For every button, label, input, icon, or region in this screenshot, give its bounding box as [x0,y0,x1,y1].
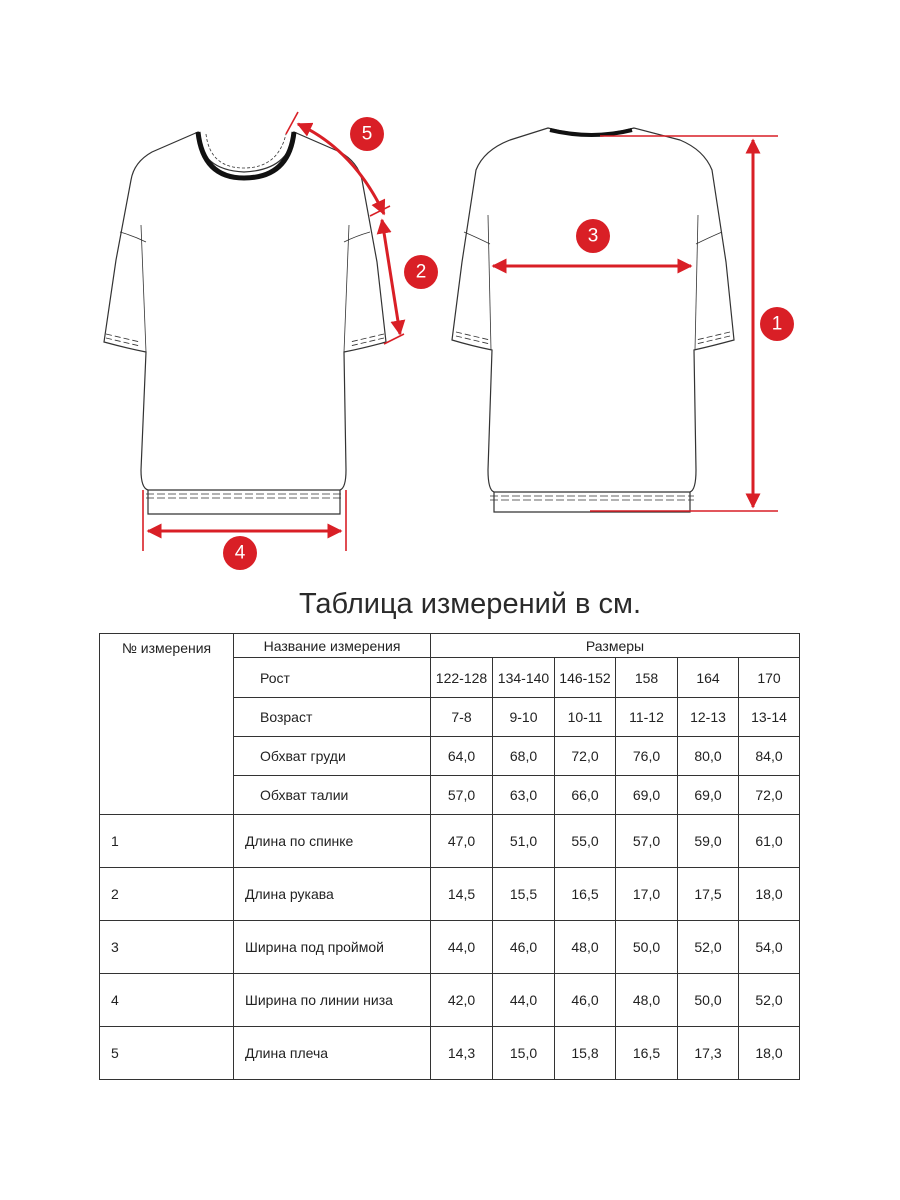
header-measurement-name: Название измерения [234,634,431,658]
page-title: Таблица измерений в см. [298,588,641,620]
table-header-row [100,634,800,658]
measurement-badge-4 [223,536,257,570]
measurement-value: 59,0 [678,815,739,868]
measurement-value: 48,0 [555,921,616,974]
measurement-value: 18,0 [739,868,800,921]
header-measurement-number: № измерения [100,634,234,815]
param-value: 122-128 [431,658,493,698]
measurement-number: 1 [100,815,234,868]
measurement-value: 15,5 [493,868,555,921]
param-value: 7-8 [431,698,493,737]
param-value: 13-14 [739,698,800,737]
param-value: 63,0 [493,776,555,815]
header-sizes: Размеры [431,634,800,658]
measurement-name: Ширина под проймой [234,921,431,974]
measurement-name: Длина рукава [234,868,431,921]
measurement-value: 16,5 [555,868,616,921]
param-value: 64,0 [431,737,493,776]
measurement-row [100,974,800,1027]
param-value: 134-140 [493,658,555,698]
measurement-value: 44,0 [431,921,493,974]
param-label: Рост [234,658,431,698]
measurement-row [100,1027,800,1080]
measurement-value: 18,0 [739,1027,800,1080]
measurement-value: 42,0 [431,974,493,1027]
measurement-row [100,868,800,921]
param-value: 57,0 [431,776,493,815]
measurement-value: 55,0 [555,815,616,868]
param-value: 9-10 [493,698,555,737]
param-value: 10-11 [555,698,616,737]
measurement-value: 50,0 [616,921,678,974]
param-value: 76,0 [616,737,678,776]
measurement-number: 2 [100,868,234,921]
measurement-value: 14,3 [431,1027,493,1080]
tshirt-back-drawing [452,128,734,512]
measurement-value: 17,3 [678,1027,739,1080]
measurement-value: 14,5 [431,868,493,921]
measurement-badge-1 [760,307,794,341]
param-value: 164 [678,658,739,698]
measurement-value: 47,0 [431,815,493,868]
param-label: Обхват груди [234,737,431,776]
svg-text:5: 5 [361,123,373,145]
measurement-row [100,815,800,868]
measurement-value: 46,0 [493,921,555,974]
measurement-value: 54,0 [739,921,800,974]
tshirt-measurement-diagram [0,0,900,590]
measurement-table-container [99,633,800,1080]
param-label: Обхват талии [234,776,431,815]
measurement-value: 48,0 [616,974,678,1027]
param-value: 170 [739,658,800,698]
measurement-value: 50,0 [678,974,739,1027]
param-value: 69,0 [616,776,678,815]
param-value: 12-13 [678,698,739,737]
param-value: 146-152 [555,658,616,698]
measurement-value: 46,0 [555,974,616,1027]
measurement-badge-5 [350,117,384,151]
param-value: 68,0 [493,737,555,776]
measurement-number: 5 [100,1027,234,1080]
param-value: 158 [616,658,678,698]
param-value: 66,0 [555,776,616,815]
measurement-name: Длина плеча [234,1027,431,1080]
measurement-number: 3 [100,921,234,974]
measurement-value: 52,0 [739,974,800,1027]
measurement-value: 17,5 [678,868,739,921]
measurement-table [99,633,800,1080]
svg-text:2: 2 [415,261,427,283]
measurement-value: 52,0 [678,921,739,974]
measurement-row [100,921,800,974]
measurement-name: Длина по спинке [234,815,431,868]
measurement-value: 15,0 [493,1027,555,1080]
param-value: 69,0 [678,776,739,815]
measurement-value: 51,0 [493,815,555,868]
param-value: 72,0 [555,737,616,776]
param-value: 11-12 [616,698,678,737]
param-value: 80,0 [678,737,739,776]
measurement-value: 44,0 [493,974,555,1027]
tshirt-front-drawing [104,132,386,514]
measurement-value: 57,0 [616,815,678,868]
measurement-value: 16,5 [616,1027,678,1080]
measurement-name: Ширина по линии низа [234,974,431,1027]
measurement-value: 15,8 [555,1027,616,1080]
param-label: Возраст [234,698,431,737]
svg-text:1: 1 [771,313,783,335]
measurement-badge-3 [576,219,610,253]
svg-text:4: 4 [234,542,246,564]
measurement-value: 17,0 [616,868,678,921]
svg-text:3: 3 [587,225,599,247]
measurement-badge-2 [404,255,438,289]
param-value: 72,0 [739,776,800,815]
param-value: 84,0 [739,737,800,776]
measurement-value: 61,0 [739,815,800,868]
measurement-number: 4 [100,974,234,1027]
